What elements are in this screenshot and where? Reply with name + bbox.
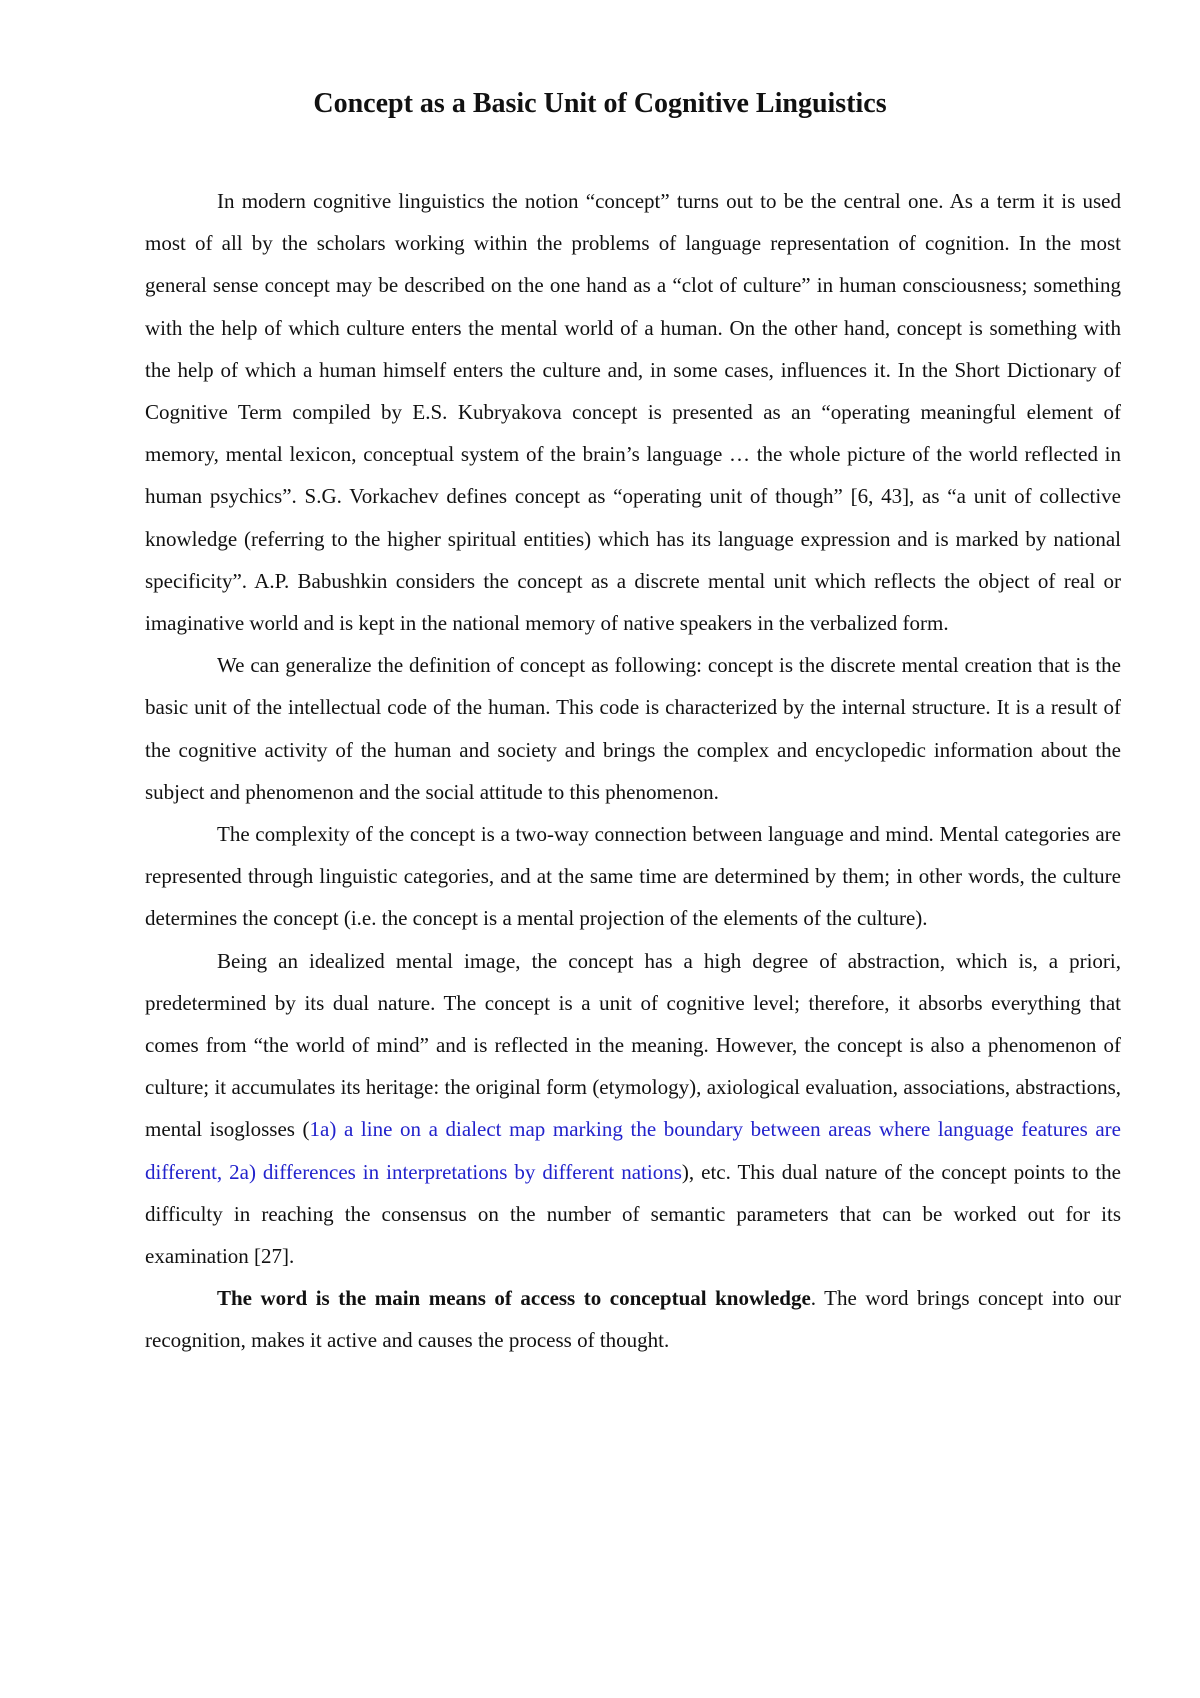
paragraph-5-bold-lead: The word is the main means of access to conceptual knowledge: [217, 1286, 811, 1311]
paragraph-5-text: . The word brings concept into our recognition, makes it active and causes the process of thought.: [145, 1286, 1121, 1353]
paragraph-1: In modern cognitive linguistics the notion “concept” turns out to be the central one. As a term it is used most of all by the scholars working within the problems of language representation of cognition. In the most general sense concept may be described on the one hand as a “clot of culture” in human consciousness; something with the help of which culture enters the mental world of a human. On the other hand, concept is something with the help of which a human himself enters the culture and, in some cases, influences it. In the Short Dictionary of Cognitive Term compiled by E.S. Kubryakova concept is presented as an “operating meaningful element of memory, mental lexicon, conceptual system of the brain’s language … the whole picture of the world reflected in human psychics”. S.G. Vorkachev defines concept as “operating unit of though” [6, 43], as “a unit of collective knowledge (referring to the higher spiritual entities) which has its language expression and is marked by national specificity”. A.P. Babushkin considers the concept as a discrete mental unit which reflects the object of real or imaginative world and is kept in the national memory of native speakers in the verbalized form.: [145, 189, 1121, 636]
paragraph-4-text-after: ), etc. This dual nature of the concept points to the difficulty in reaching the consensus on the number of semantic parameters that can be worked out for its examination [27].: [145, 1159, 1121, 1269]
paragraph-4-text-before: Being an idealized mental image, the concept has a high degree of abstraction, which is, a priori, predetermined by its dual nature. The concept is a unit of cognitive level; therefore, it absorbs everything that comes from “the world of mind” and is reflected in the meaning. However, the concept is also a phenomenon of culture; it accumulates its heritage: the original form (etymology), axiological evaluation, associations, abstractions, mental isoglosses (: [145, 948, 1121, 1142]
document-title: Concept as a Basic Unit of Cognitive Linguistics: [313, 88, 887, 119]
paragraph-2: We can generalize the definition of concept as following: concept is the discrete mental creation that is the basic unit of the intellectual code of the human. This code is characterized by the internal structure. It is a result of the cognitive activity of the human and society and brings the complex and encyclopedic information about the subject and phenomenon and the social attitude to this phenomenon.: [145, 653, 1121, 804]
isogloss-note: 1a) a line on a dialect map marking the boundary between areas where language features are different, 2a) differences in interpretations by different nations: [145, 1117, 1121, 1184]
document-body: [145, 180, 1121, 1362]
paragraph-3: The complexity of the concept is a two-way connection between language and mind. Mental categories are represented through linguistic categories, and at the same time are determined by them; in other words, the culture determines the concept (i.e. the concept is a mental projection of the elements of the culture).: [145, 822, 1121, 931]
paragraph-5: [145, 1277, 1121, 1361]
paragraph-4: [145, 940, 1121, 1278]
